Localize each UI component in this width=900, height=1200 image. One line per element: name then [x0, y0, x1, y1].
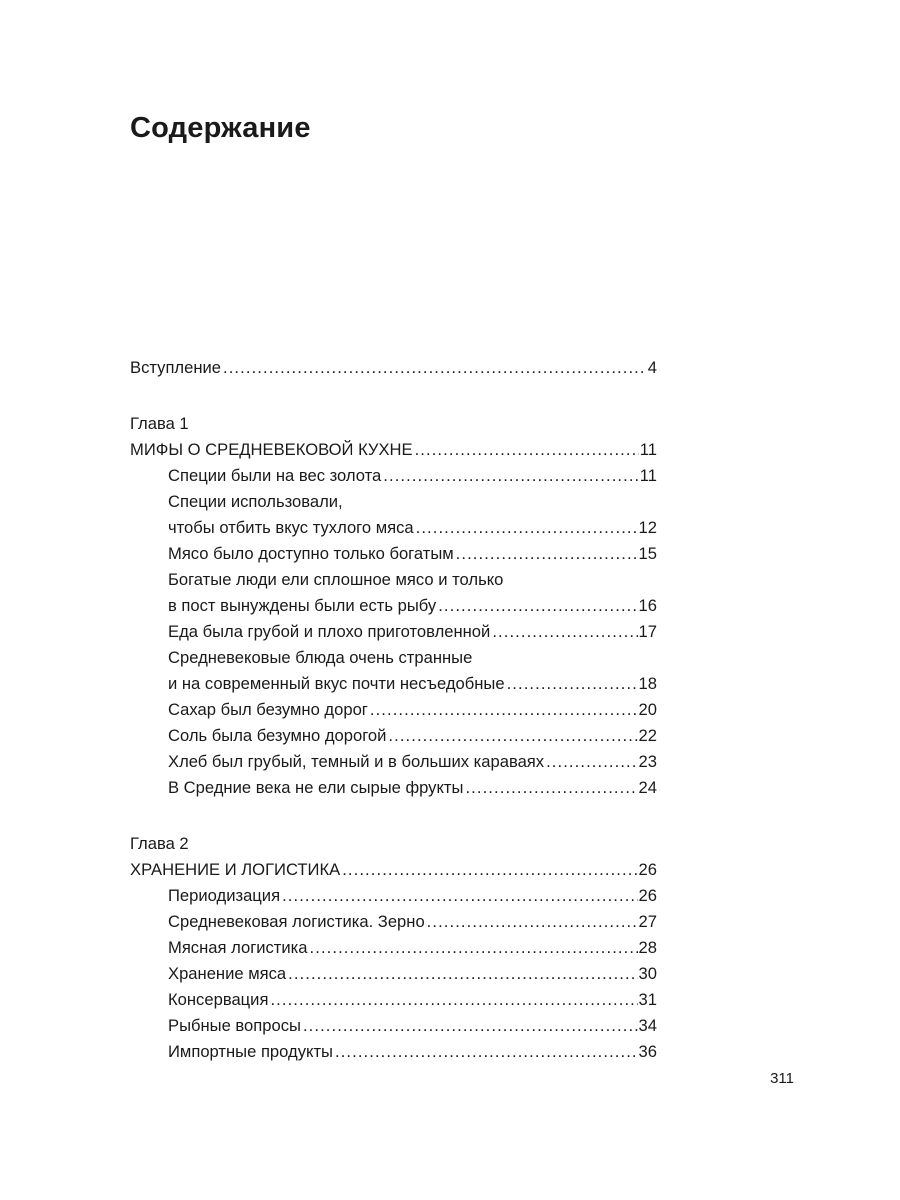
toc-entry-title: Сахар был безумно дорог [168, 700, 368, 719]
dot-leader [456, 541, 638, 567]
toc-entry-title-continued: чтобы отбить вкус тухлого мяса [168, 518, 414, 537]
chapter-label-text: Глава 2 [130, 834, 189, 853]
chapter-label-text: Глава 1 [130, 414, 189, 433]
toc-entry-title: В Средние века не ели сырые фрукты [168, 778, 464, 797]
toc-page-number: 26 [638, 860, 657, 879]
dot-leader [342, 857, 637, 883]
dot-leader [288, 961, 637, 987]
toc-entry[interactable] [130, 961, 657, 987]
toc-page-number: 15 [638, 544, 657, 563]
toc-page-number: 36 [638, 1042, 657, 1061]
toc-entry[interactable] [130, 883, 657, 909]
dot-leader [223, 355, 647, 381]
toc-entry[interactable] [130, 1039, 657, 1065]
toc-entry[interactable] [130, 619, 657, 645]
dot-leader [282, 883, 637, 909]
toc-entry-title: Периодизация [168, 886, 281, 905]
toc-entry[interactable] [130, 697, 657, 723]
toc-entry-intro[interactable] [130, 355, 657, 381]
toc-page-number: 11 [639, 440, 657, 459]
toc-entry-title: Рыбные вопросы [168, 1016, 301, 1035]
chapter-block [130, 831, 657, 1065]
toc-entry[interactable] [130, 987, 657, 1013]
toc-page-number: 16 [638, 596, 657, 615]
toc-entry-title: Мясо было доступно только богатым [168, 544, 454, 563]
toc-entry[interactable] [130, 909, 657, 935]
toc-page-number: 4 [647, 358, 657, 377]
toc-page-number: 18 [638, 674, 657, 693]
toc-page-number: 24 [638, 778, 657, 797]
toc-entry-title: Импортные продукты [168, 1042, 333, 1061]
chapter-title-entry[interactable] [130, 857, 657, 883]
chapter-block [130, 411, 657, 801]
dot-leader [303, 1013, 638, 1039]
toc-page-number: 26 [638, 886, 657, 905]
toc-entry[interactable] [130, 1013, 657, 1039]
toc-entry[interactable] [130, 775, 657, 801]
dot-leader [492, 619, 637, 645]
toc-entry[interactable] [130, 935, 657, 961]
toc-page-number: 28 [638, 938, 657, 957]
chapter-label [130, 411, 657, 437]
dot-leader [388, 723, 637, 749]
dot-leader [438, 593, 637, 619]
dot-leader [383, 463, 638, 489]
table-of-contents [130, 355, 657, 1065]
toc-page-number: 22 [638, 726, 657, 745]
dot-leader [270, 987, 637, 1013]
toc-entry-title: Специи были на вес золота [168, 466, 382, 485]
toc-entry-title-continued: и на современный вкус почти несъедобные [168, 674, 505, 693]
toc-entry[interactable] [130, 749, 657, 775]
toc-page-number: 20 [638, 700, 657, 719]
chapter-label [130, 831, 657, 857]
toc-entry-title: Средневековые блюда очень странные [168, 648, 473, 667]
dot-leader [335, 1039, 638, 1065]
toc-entry-title: Специи использовали, [168, 492, 343, 511]
toc-entry[interactable] [130, 723, 657, 749]
toc-entry-title: Хранение мяса [168, 964, 287, 983]
toc-entry-title: Хлеб был грубый, темный и в больших караваях [168, 752, 545, 771]
dot-leader [370, 697, 638, 723]
toc-entry-title: Соль была безумно дорогой [168, 726, 387, 745]
toc-entry-title: Мясная логистика [168, 938, 308, 957]
toc-entry-title: Консервация [168, 990, 269, 1009]
chapter-title-entry[interactable] [130, 437, 657, 463]
toc-page-number: 17 [638, 622, 657, 641]
dot-leader [416, 515, 638, 541]
dot-leader [415, 437, 639, 463]
toc-page-number: 30 [638, 964, 657, 983]
toc-entry[interactable] [130, 541, 657, 567]
toc-entry[interactable] [130, 489, 657, 541]
toc-entry[interactable] [130, 567, 657, 619]
toc-page-number: 34 [638, 1016, 657, 1035]
dot-leader [465, 775, 637, 801]
toc-entry-title: Богатые люди ели сплошное мясо и только [168, 570, 504, 589]
page-title: Содержание [130, 112, 311, 144]
toc-page-number: 12 [638, 518, 657, 537]
toc-page-number: 27 [638, 912, 657, 931]
dot-leader [427, 909, 638, 935]
dot-leader [507, 671, 638, 697]
toc-entry-title: Вступление [130, 358, 222, 377]
toc-page-number: 23 [638, 752, 657, 771]
toc-page-number: 11 [639, 466, 657, 485]
toc-entry-title: Еда была грубой и плохо приготовленной [168, 622, 491, 641]
toc-entry[interactable] [130, 645, 657, 697]
toc-page-number: 31 [638, 990, 657, 1009]
toc-entry-title: Средневековая логистика. Зерно [168, 912, 425, 931]
toc-entry[interactable] [130, 463, 657, 489]
page-number: 311 [770, 1070, 794, 1087]
dot-leader [310, 935, 638, 961]
chapter-title: ХРАНЕНИЕ И ЛОГИСТИКА [130, 860, 341, 879]
dot-leader [546, 749, 637, 775]
toc-entry-title-continued: в пост вынуждены были есть рыбу [168, 596, 437, 615]
chapter-title: МИФЫ О СРЕДНЕВЕКОВОЙ КУХНЕ [130, 440, 413, 459]
